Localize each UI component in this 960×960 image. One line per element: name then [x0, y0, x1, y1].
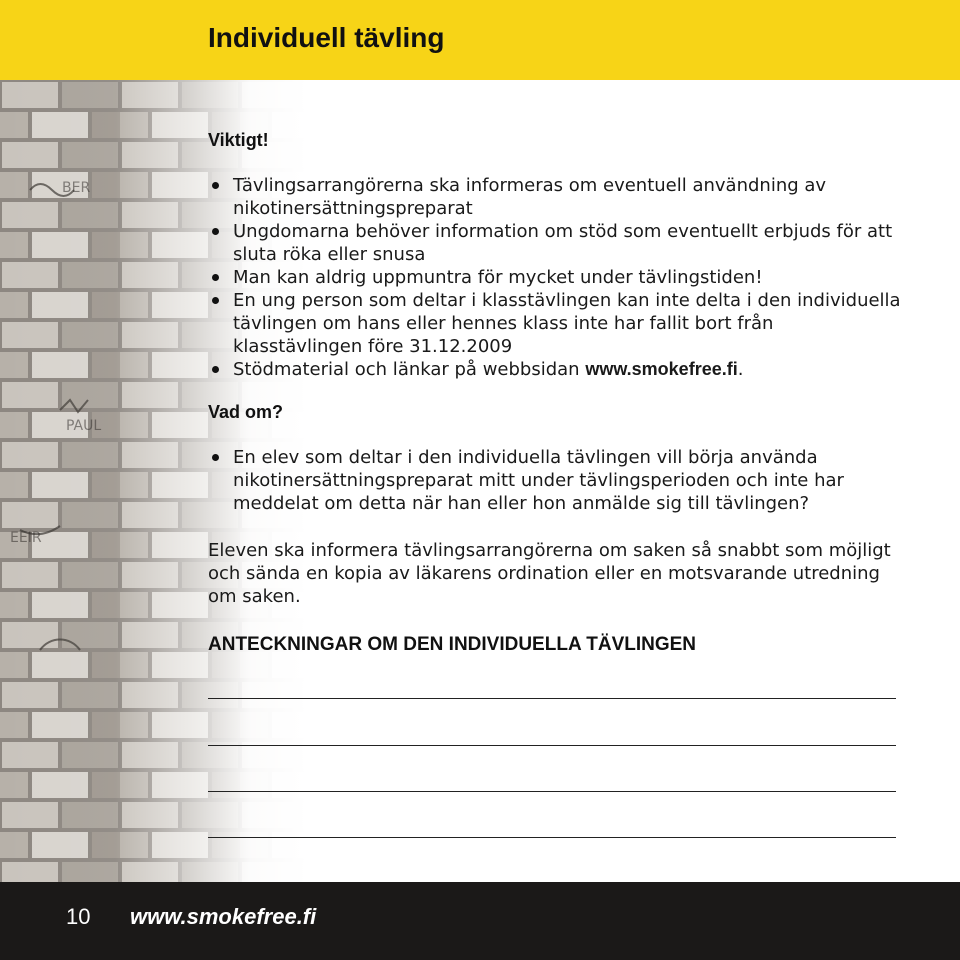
notes-line	[208, 837, 896, 838]
footer-url: www.smokefree.fi	[130, 904, 317, 929]
list-item: En elev som deltar i den individuella tävlingen vill börja använda nikotinersättningspreparat mitt under tävlingsperioden och inte har meddelat om detta när han eller hon anmälde sig till tävlingen?	[208, 446, 908, 515]
whatif-answer: Eleven ska informera tävlingsarrangörerna om saken så snabbt som möjligt och sända en kopia av läkarens ordination eller en motsvarande utredning om saken.	[208, 540, 891, 607]
list-item: Man kan aldrig uppmuntra för mycket under tävlingstiden!	[208, 266, 908, 289]
list-item: Tävlingsarrangörerna ska informeras om eventuell användning av nikotinersättningspreparat	[208, 174, 908, 220]
page-number: 10	[66, 904, 91, 929]
list-item: Stödmaterial och länkar på webbsidan www.smokefree.fi.	[208, 358, 908, 381]
header-bar	[0, 0, 960, 80]
bullet-icon	[212, 454, 219, 461]
notes-line	[208, 791, 896, 792]
whatif-heading: Vad om?	[208, 402, 284, 422]
important-heading: Viktigt!	[208, 130, 269, 150]
notes-line	[208, 745, 896, 746]
bullet-icon	[212, 297, 219, 304]
bullet-icon	[212, 366, 219, 373]
bullet-icon	[212, 274, 219, 281]
website-link[interactable]: www.smokefree.fi	[585, 359, 738, 379]
important-list	[208, 174, 908, 381]
bullet-icon	[212, 182, 219, 189]
footer-bar	[0, 882, 960, 960]
list-item: Ungdomarna behöver information om stöd som eventuellt erbjuds för att sluta röka eller snusa	[208, 220, 908, 266]
notes-line	[208, 698, 896, 699]
whatif-list	[208, 446, 908, 515]
notes-heading: ANTECKNINGAR OM DEN INDIVIDUELLA TÄVLINGEN	[208, 634, 697, 655]
bullet-icon	[212, 228, 219, 235]
list-item: En ung person som deltar i klasstävlingen kan inte delta i den individuella tävlingen om hans eller hennes klass inte har fallit bort från klasstävlingen före 31.12.2009	[208, 289, 908, 358]
page-title: Individuell tävling	[208, 22, 445, 53]
